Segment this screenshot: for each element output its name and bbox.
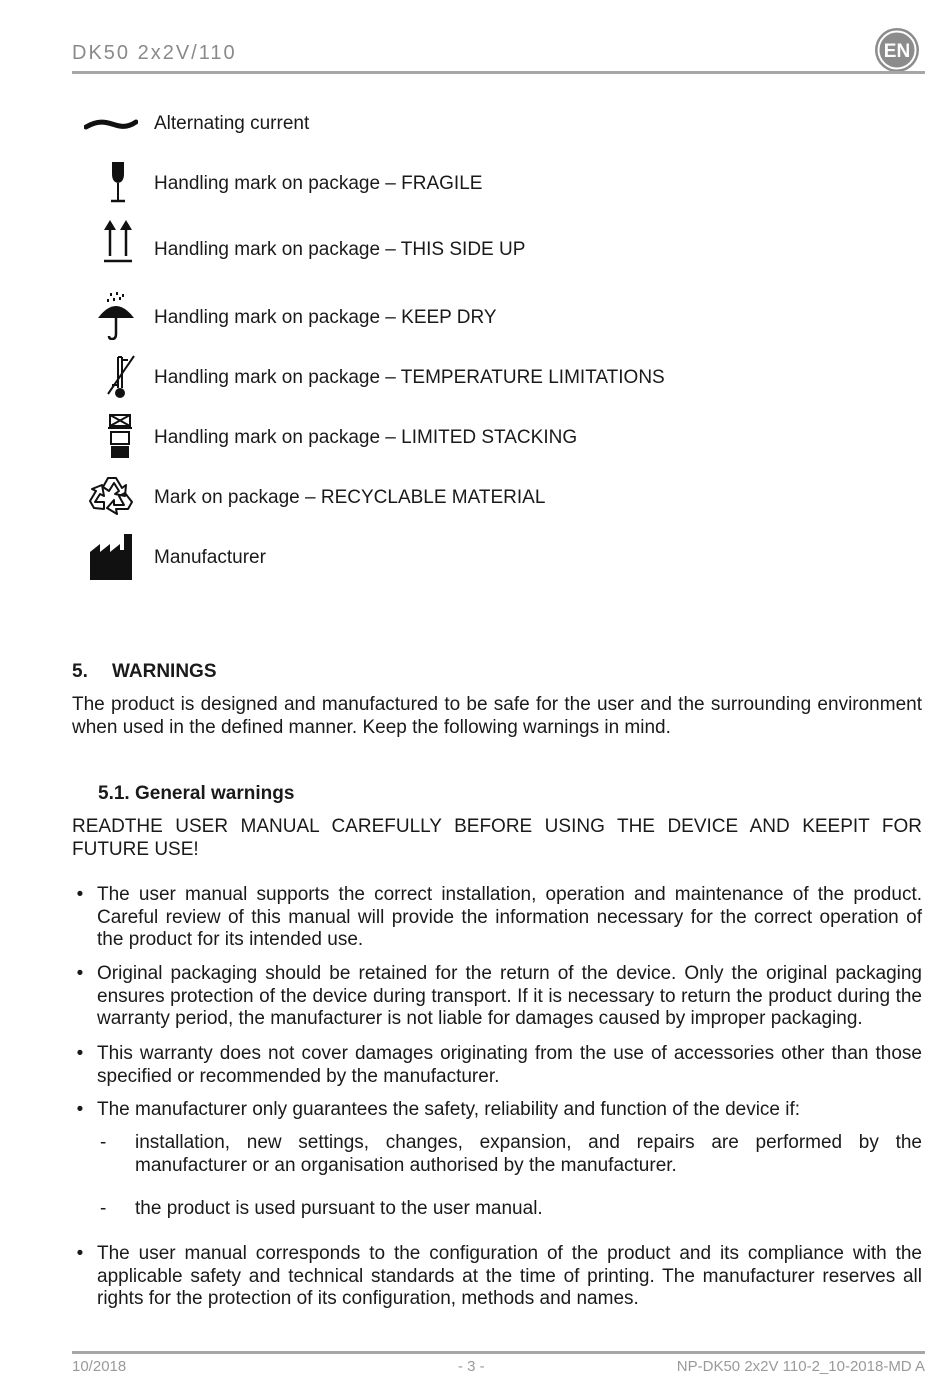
symbol-label: Handling mark on package – THIS SIDE UP xyxy=(154,239,526,260)
bullet-text: Original packaging should be retained for the return of the device. Only the original packaging ensures protection of the device during transport. If it is necessary to return the product during the warranty period, the manufacturer is not liable for damages caused by improper packaging. xyxy=(97,963,922,1029)
bullet-marker: • xyxy=(76,1243,84,1264)
symbol-label: Handling mark on package – FRAGILE xyxy=(154,173,483,194)
subsection-heading: 5.1. General warnings xyxy=(98,783,295,804)
symbol-row xyxy=(72,290,772,340)
symbol-row xyxy=(72,218,772,268)
sub-item-text: installation, new settings, changes, expansion, and repairs are performed by the manufacturer or an organisation authorised by the manufacturer. xyxy=(135,1132,922,1176)
document-id: NP-DK50 2x2V 110-2_10-2018-MD A xyxy=(676,1358,925,1375)
recycle-icon xyxy=(84,472,138,522)
symbol-label: Handling mark on package – LIMITED STACKING xyxy=(154,427,578,448)
symbol-row xyxy=(72,472,772,522)
read-manual-notice: READTHE USER MANUAL CAREFULLY BEFORE USING THE DEVICE AND KEEPIT FOR FUTURE USE! xyxy=(72,816,922,860)
fragile-icon xyxy=(84,160,138,210)
bullet-text: The manufacturer only guarantees the safety, reliability and function of the device if: xyxy=(97,1099,801,1120)
bullet-marker: • xyxy=(76,1099,84,1120)
symbol-label: Manufacturer xyxy=(154,547,266,568)
bullet-marker: • xyxy=(76,963,84,984)
header-divider xyxy=(72,71,925,74)
keep-dry-icon xyxy=(84,290,138,340)
bullet-marker: • xyxy=(76,884,84,905)
section-number: 5. xyxy=(72,661,88,682)
bullet-text: This warranty does not cover damages originating from the use of accessories other than those specified or recommended by the manufacturer. xyxy=(97,1043,922,1087)
footer-date: 10/2018 xyxy=(72,1358,127,1375)
language-badge xyxy=(873,26,921,74)
section-title: WARNINGS xyxy=(112,661,217,682)
page-number: - 3 - xyxy=(458,1358,485,1375)
symbol-label: Handling mark on package – TEMPERATURE LIMITATIONS xyxy=(154,367,665,388)
section-intro: The product is designed and manufactured to be safe for the user and the surrounding environment when used in the defined manner. Keep the following warnings in mind. xyxy=(72,694,922,738)
symbol-label: Alternating current xyxy=(154,113,310,134)
this-side-up-icon xyxy=(84,218,138,268)
language-badge-label: EN xyxy=(883,41,911,62)
dash-marker: - xyxy=(100,1198,107,1219)
alternating-current-icon xyxy=(84,100,138,150)
bullet-marker: • xyxy=(76,1043,84,1064)
symbol-row xyxy=(72,532,772,582)
symbol-row xyxy=(72,160,772,210)
symbol-row xyxy=(72,412,772,462)
limited-stacking-icon xyxy=(84,412,138,462)
symbol-row xyxy=(72,352,772,402)
bullet-text: The user manual supports the correct installation, operation and maintenance of the product. Careful review of this manual will provide the information necessary for the correct operation of the product for its intended use. xyxy=(97,884,922,950)
symbol-label: Mark on package – RECYCLABLE MATERIAL xyxy=(154,487,546,508)
document-title: DK50 2x2V/110 xyxy=(72,42,237,64)
symbol-label: Handling mark on package – KEEP DRY xyxy=(154,307,497,328)
symbol-row xyxy=(72,100,772,150)
manufacturer-icon xyxy=(84,532,138,582)
bullet-text: The user manual corresponds to the configuration of the product and its compliance with the applicable safety and technical standards at the time of printing. The manufacturer reserves all rights for the protection of its configuration, methods and names. xyxy=(97,1243,922,1309)
sub-item-text: the product is used pursuant to the user manual. xyxy=(135,1198,543,1219)
footer-divider xyxy=(72,1351,925,1354)
dash-marker: - xyxy=(100,1132,107,1153)
temperature-limit-icon xyxy=(84,352,138,402)
